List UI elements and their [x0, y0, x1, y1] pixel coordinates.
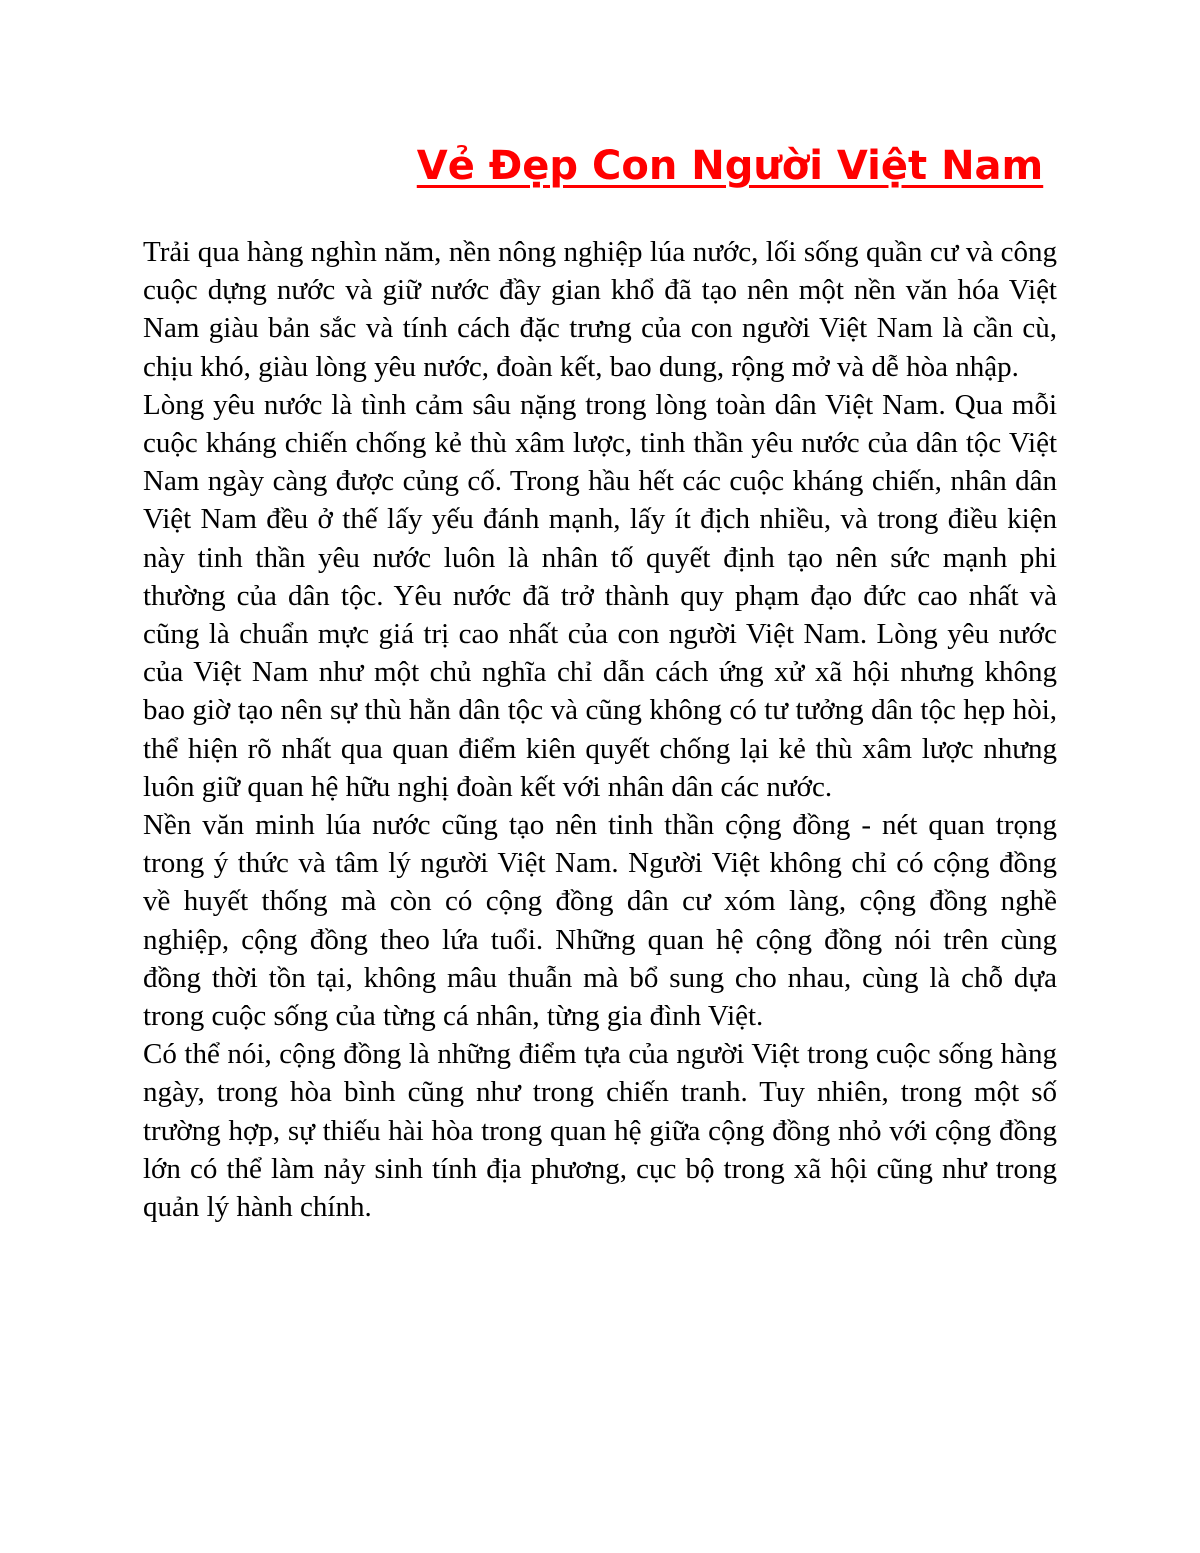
paragraph-4: Có thể nói, cộng đồng là những điểm tựa của người Việt trong cuộc sống hàng ngày, trong hòa bình cũng như trong chiến tranh. Tuy nhiên, trong một số trường hợp, sự thiếu hài hòa trong quan hệ giữa cộng đồng nhỏ với cộng đồng lớn có thể làm nảy sinh tính địa phương, cục bộ trong xã hội cũng như trong quản lý hành chính. — [143, 1038, 1057, 1224]
document-body — [143, 233, 1057, 1226]
paragraph-2: Lòng yêu nước là tình cảm sâu nặng trong lòng toàn dân Việt Nam. Qua mỗi cuộc kháng chiến chống kẻ thù xâm lược, tinh thần yêu nước của dân tộc Việt Nam ngày càng được củng cố. Trong hầu hết các cuộc kháng chiến, nhân dân Việt Nam đều ở thế lấy yếu đánh mạnh, lấy ít địch nhiều, và trong điều kiện này tinh thần yêu nước luôn là nhân tố quyết định tạo nên sức mạnh phi thường của dân tộc. Yêu nước đã trở thành quy phạm đạo đức cao nhất và cũng là chuẩn mực giá trị cao nhất của con người Việt Nam. Lòng yêu nước của Việt Nam như một chủ nghĩa chỉ dẫn cách ứng xử xã hội nhưng không bao giờ tạo nên sự thù hằn dân tộc và cũng không có tư tưởng dân tộc hẹp hòi, thể hiện rõ nhất qua quan điểm kiên quyết chống lại kẻ thù xâm lược nhưng luôn giữ quan hệ hữu nghị đoàn kết với nhân dân các nước. — [143, 388, 1057, 803]
paragraph-3: Nền văn minh lúa nước cũng tạo nên tinh thần cộng đồng - nét quan trọng trong ý thức và tâm lý người Việt Nam. Người Việt không chỉ có cộng đồng về huyết thống mà còn có cộng đồng dân cư xóm làng, cộng đồng nghề nghiệp, cộng đồng theo lứa tuổi. Những quan hệ cộng đồng nói trên cùng đồng thời tồn tại, không mâu thuẫn mà bổ sung cho nhau, cùng là chỗ dựa trong cuộc sống của từng cá nhân, từng gia đình Việt. — [143, 809, 1057, 1033]
document-title: Vẻ Đẹp Con Người Việt Nam — [416, 143, 1044, 189]
paragraph-1: Trải qua hàng nghìn năm, nền nông nghiệp lúa nước, lối sống quần cư và công cuộc dựng nước và giữ nước đầy gian khổ đã tạo nên một nền văn hóa Việt Nam giàu bản sắc và tính cách đặc trưng của con người Việt Nam là cần cù, chịu khó, giàu lòng yêu nước, đoàn kết, bao dung, rộng mở và dễ hòa nhập. — [143, 236, 1057, 383]
